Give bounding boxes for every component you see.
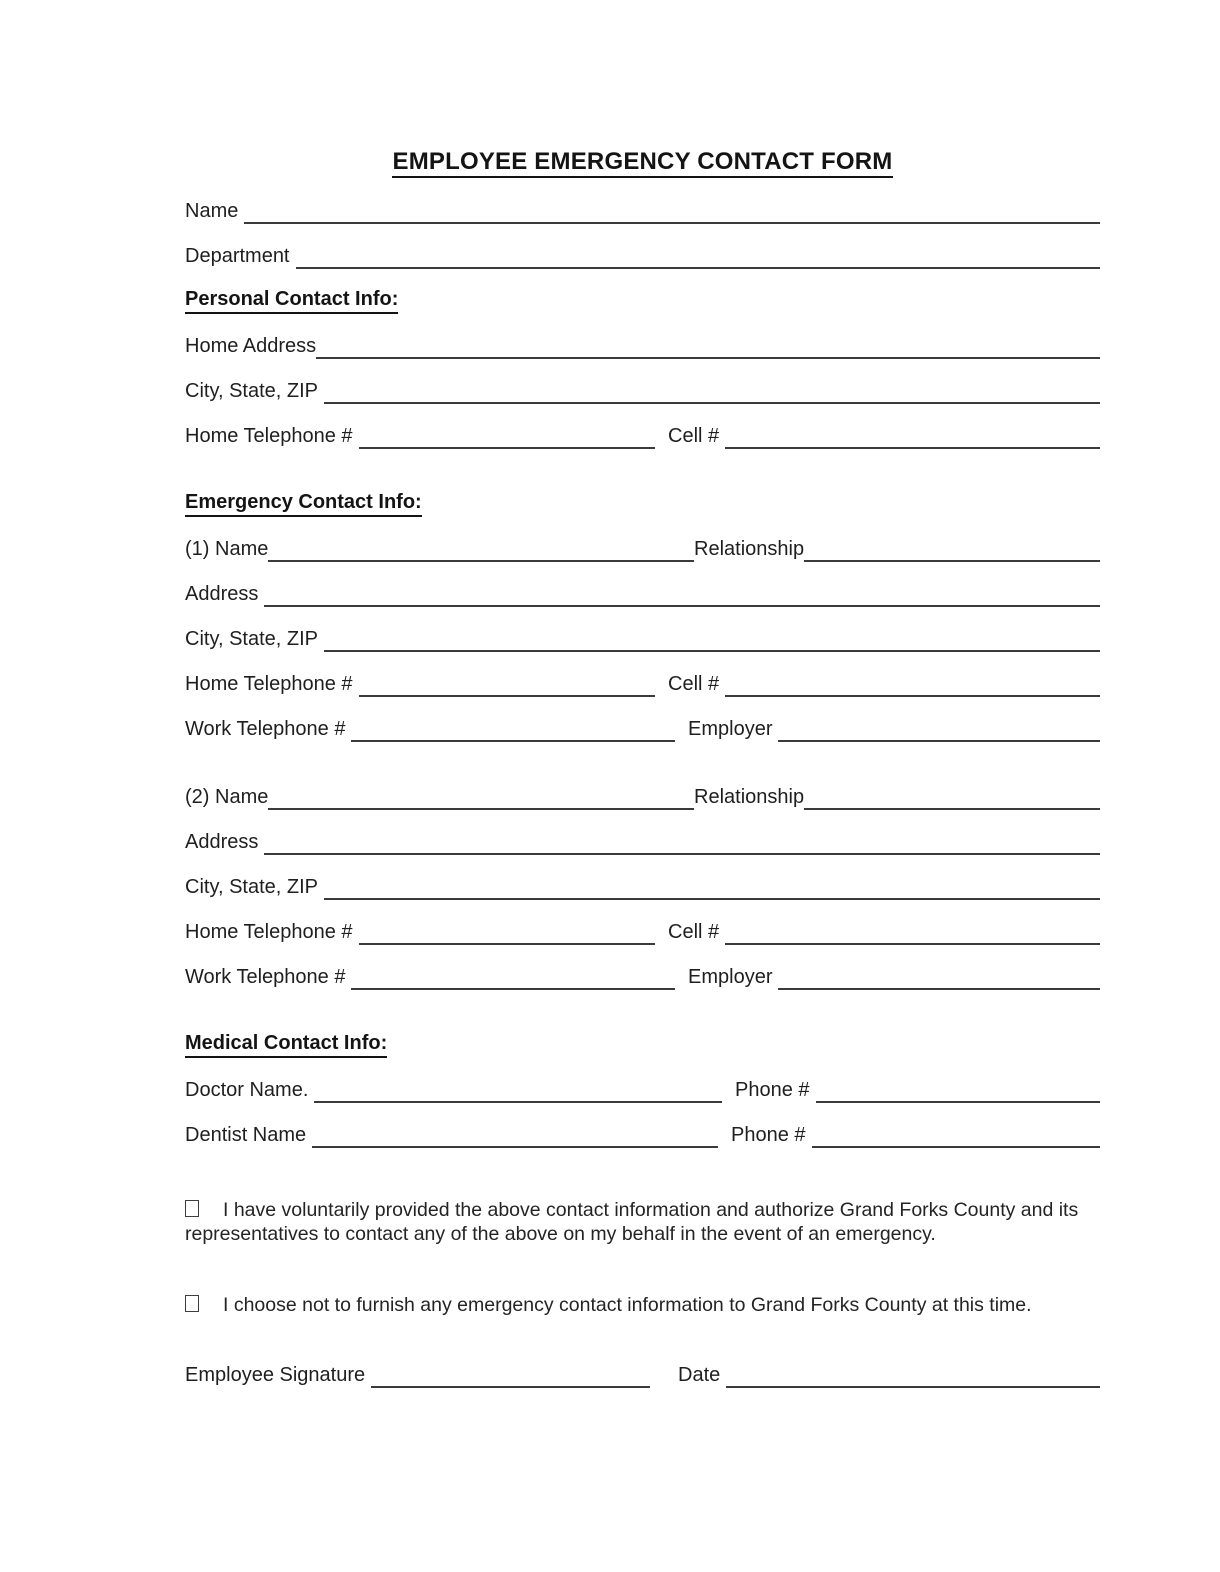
- contact2-employer-field[interactable]: [778, 964, 1100, 990]
- emergency-heading-row: [185, 491, 1100, 517]
- authorize-statement-row: [185, 1198, 1100, 1246]
- dentist-phone-field[interactable]: [812, 1122, 1100, 1148]
- contact2-work-telephone-label: Work Telephone #: [185, 966, 346, 988]
- contact1-address-field[interactable]: [264, 581, 1100, 607]
- city-state-zip-label: City, State, ZIP: [185, 380, 318, 402]
- contact2-city-state-zip-field[interactable]: [324, 874, 1100, 900]
- contact1-home-telephone-field[interactable]: [359, 671, 655, 697]
- contact1-home-telephone-label: Home Telephone #: [185, 673, 353, 695]
- authorize-checkbox[interactable]: [185, 1200, 199, 1217]
- decline-statement-row: [185, 1293, 1100, 1317]
- decline-checkbox[interactable]: [185, 1295, 199, 1312]
- employee-signature-field[interactable]: [371, 1362, 650, 1388]
- contact2-city-state-zip-row: [185, 874, 1100, 900]
- home-telephone-label: Home Telephone #: [185, 425, 353, 447]
- personal-cell-field[interactable]: [725, 423, 1100, 449]
- contact2-name-row: [185, 784, 1100, 810]
- contact1-cell-field[interactable]: [725, 671, 1100, 697]
- emergency-contact-heading: Emergency Contact Info:: [185, 491, 422, 517]
- name-row: [185, 198, 1100, 224]
- signature-row: [185, 1362, 1100, 1388]
- name-field[interactable]: [244, 198, 1100, 224]
- employee-signature-label: Employee Signature: [185, 1364, 366, 1386]
- decline-statement-text: I choose not to furnish any emergency contact information to Grand Forks County at this time.: [223, 1294, 1032, 1316]
- doctor-phone-field[interactable]: [816, 1077, 1100, 1103]
- medical-heading-row: [185, 1032, 1100, 1058]
- doctor-name-label: Doctor Name.: [185, 1079, 309, 1101]
- contact1-cell-label: Cell #: [668, 673, 720, 695]
- dentist-name-field[interactable]: [312, 1122, 718, 1148]
- contact1-employer-field[interactable]: [778, 716, 1100, 742]
- contact2-relationship-field[interactable]: [804, 784, 1100, 810]
- date-field[interactable]: [726, 1362, 1100, 1388]
- contact2-name-field[interactable]: [268, 784, 694, 810]
- contact2-employer-label: Employer: [688, 966, 773, 988]
- contact1-relationship-field[interactable]: [804, 536, 1100, 562]
- contact1-city-state-zip-label: City, State, ZIP: [185, 628, 318, 650]
- contact1-work-telephone-label: Work Telephone #: [185, 718, 346, 740]
- contact1-work-telephone-field[interactable]: [351, 716, 675, 742]
- contact1-address-label: Address: [185, 583, 259, 605]
- doctor-name-field[interactable]: [314, 1077, 722, 1103]
- cell-label: Cell #: [668, 425, 720, 447]
- contact2-name-label: (2) Name: [185, 786, 269, 808]
- contact1-name-row: [185, 536, 1100, 562]
- doctor-row: [185, 1077, 1100, 1103]
- contact1-telephone-row: [185, 671, 1100, 697]
- personal-city-state-zip-row: [185, 378, 1100, 404]
- dentist-phone-label: Phone #: [731, 1124, 806, 1146]
- doctor-phone-label: Phone #: [735, 1079, 810, 1101]
- contact2-telephone-row: [185, 919, 1100, 945]
- medical-contact-heading: Medical Contact Info:: [185, 1032, 387, 1058]
- personal-contact-heading: Personal Contact Info:: [185, 288, 398, 314]
- contact2-cell-field[interactable]: [725, 919, 1100, 945]
- dentist-name-label: Dentist Name: [185, 1124, 307, 1146]
- contact2-relationship-label: Relationship: [694, 786, 805, 808]
- contact2-city-state-zip-label: City, State, ZIP: [185, 876, 318, 898]
- contact2-home-telephone-field[interactable]: [359, 919, 655, 945]
- contact2-cell-label: Cell #: [668, 921, 720, 943]
- personal-telephone-row: [185, 423, 1100, 449]
- contact2-address-row: [185, 829, 1100, 855]
- contact2-address-label: Address: [185, 831, 259, 853]
- contact2-work-row: [185, 964, 1100, 990]
- contact1-name-label: (1) Name: [185, 538, 269, 560]
- form-page: [185, 148, 1100, 1388]
- personal-heading-row: [185, 288, 1100, 314]
- title-row: [185, 148, 1100, 179]
- contact1-address-row: [185, 581, 1100, 607]
- contact1-name-field[interactable]: [268, 536, 694, 562]
- name-label: Name: [185, 200, 239, 222]
- personal-city-state-zip-field[interactable]: [324, 378, 1100, 404]
- contact1-relationship-label: Relationship: [694, 538, 805, 560]
- authorize-statement-text: I have voluntarily provided the above contact information and authorize Grand Forks County and its representatives to contact any of the above on my behalf in the event of an emergency.: [185, 1199, 1079, 1245]
- home-address-label: Home Address: [185, 335, 317, 357]
- contact2-address-field[interactable]: [264, 829, 1100, 855]
- personal-home-address-row: [185, 333, 1100, 359]
- contact2-work-telephone-field[interactable]: [351, 964, 675, 990]
- personal-home-telephone-field[interactable]: [359, 423, 655, 449]
- form-title: EMPLOYEE EMERGENCY CONTACT FORM: [392, 148, 892, 178]
- department-field[interactable]: [296, 243, 1101, 269]
- contact1-city-state-zip-row: [185, 626, 1100, 652]
- personal-home-address-field[interactable]: [316, 333, 1100, 359]
- contact1-city-state-zip-field[interactable]: [324, 626, 1100, 652]
- contact1-work-row: [185, 716, 1100, 742]
- date-label: Date: [678, 1364, 721, 1386]
- dentist-row: [185, 1122, 1100, 1148]
- contact2-home-telephone-label: Home Telephone #: [185, 921, 353, 943]
- contact1-employer-label: Employer: [688, 718, 773, 740]
- department-row: [185, 243, 1100, 269]
- department-label: Department: [185, 245, 290, 267]
